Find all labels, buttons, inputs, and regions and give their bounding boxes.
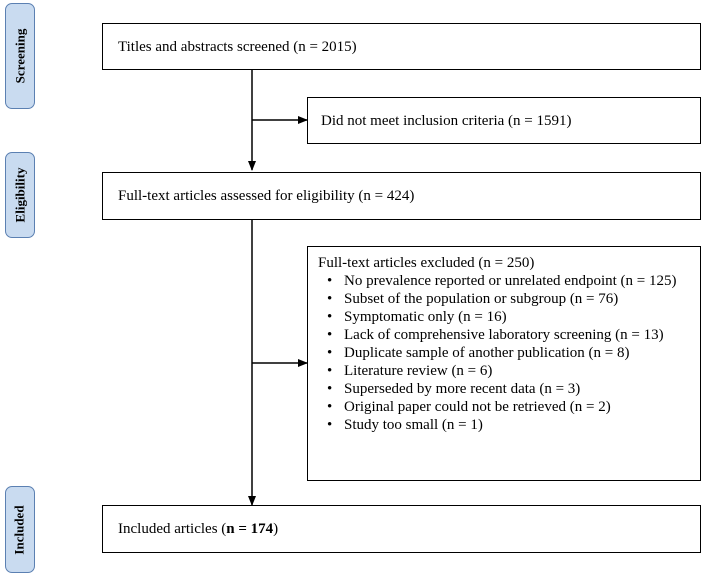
box-titles-abstracts-screened [102, 23, 701, 70]
box-included-articles [102, 505, 701, 553]
included-count: n = 174 [226, 521, 274, 537]
exclusion-reason: • No prevalence reported or unrelated endpoint (n = 125) [318, 272, 692, 290]
fulltext-text: Full-text articles assessed for eligibility (n = 424) [118, 188, 415, 204]
included-text [118, 520, 278, 538]
exclusion-reason: • Original paper could not be retrieved (n = 2) [318, 398, 692, 416]
exclusion-reason: • Symptomatic only (n = 16) [318, 308, 692, 326]
exclusion-reason: • Study too small (n = 1) [318, 416, 692, 434]
included-prefix: Included articles ( [118, 521, 227, 537]
screened-text: Titles and abstracts screened (n = 2015) [118, 38, 357, 55]
included-suffix: ) [273, 521, 279, 537]
exclusion-reason: • Literature review (n = 6) [318, 362, 692, 380]
exclusion-reason: • Duplicate sample of another publication (n = 8) [318, 344, 692, 362]
exclusion-reason: • Subset of the population or subgroup (n = 76) [318, 290, 692, 308]
exclusion-reason-list [318, 272, 692, 434]
excluded-title: Full-text articles excluded (n = 250) [318, 255, 535, 271]
box-did-not-meet-criteria [307, 97, 701, 144]
box-fulltext-assessed [102, 172, 701, 220]
exclusion-reason: • Superseded by more recent data (n = 3) [318, 380, 692, 398]
not-meet-text: Did not meet inclusion criteria (n = 1591) [321, 112, 572, 129]
stage-label-screening: Screening [12, 28, 27, 84]
exclusion-reason: • Lack of comprehensive laboratory screening (n = 13) [318, 326, 692, 344]
box-fulltext-excluded [307, 246, 701, 481]
stage-label-included: Included [12, 504, 28, 555]
stage-label-eligibility: Eligibility [12, 167, 27, 223]
